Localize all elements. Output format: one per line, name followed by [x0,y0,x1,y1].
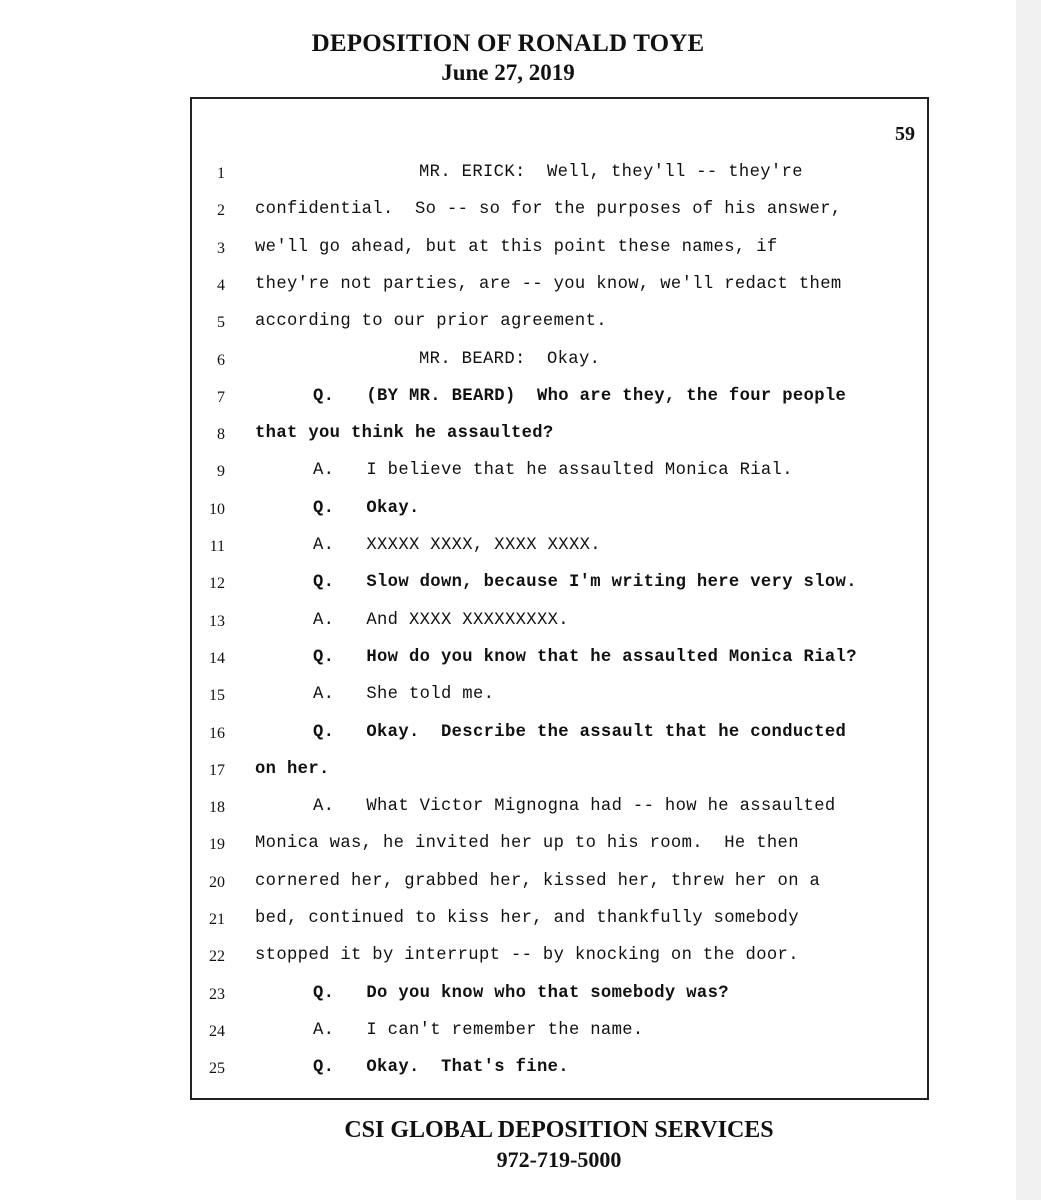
transcript-line [192,905,927,935]
line-text: A. She told me. [313,685,495,705]
transcript-line [192,793,927,823]
line-text: confidential. So -- so for the purposes of his answer, [255,200,842,220]
line-number: 14 [209,649,225,667]
transcript-line [192,1017,927,1047]
transcript-line [192,607,927,637]
line-text: MR. BEARD: Okay. [419,349,601,369]
line-text: stopped it by interrupt -- by knocking on the door. [255,946,799,966]
line-number: 12 [209,575,225,593]
line-number: 13 [209,612,225,630]
transcript-line [192,308,927,338]
line-text: Q. Okay. That's fine. [313,1058,569,1078]
line-text: that you think he assaulted? [255,424,554,444]
transcript-line [192,346,927,376]
footer-company: CSI GLOBAL DEPOSITION SERVICES [344,1117,774,1143]
line-number: 1 [217,165,225,182]
transcript-line [192,159,927,189]
line-number: 11 [209,538,225,555]
line-text: we'll go ahead, but at this point these names, if [255,237,778,257]
line-number: 19 [209,836,225,854]
transcript-line [192,532,927,562]
transcript-line [192,1054,927,1084]
deposition-title: DEPOSITION OF RONALD TOYE [311,30,705,57]
line-number: 9 [217,463,225,481]
line-text: Q. How do you know that he assaulted Monica Rial? [313,647,857,667]
line-number: 16 [209,724,225,742]
line-text: Q. (BY MR. BEARD) Who are they, the four people [313,386,847,406]
transcript-line [192,234,927,264]
transcript-line [192,420,927,450]
line-text: Q. Okay. [313,498,420,518]
line-number: 10 [209,500,225,518]
line-number: 4 [217,276,225,294]
line-text: A. XXXXX XXXX, XXXX XXXX. [313,536,601,555]
line-text: Monica was, he invited her up to his room. He then [255,834,799,854]
transcript-line [192,495,927,525]
line-text: A. I can't remember the name. [313,1020,644,1040]
line-text: Q. Do you know who that somebody was? [313,983,729,1003]
line-text: A. I believe that he assaulted Monica Rial. [313,461,793,481]
line-number: 7 [217,388,225,406]
transcript-line [192,457,927,487]
line-text: cornered her, grabbed her, kissed her, threw her on a [255,871,821,891]
transcript-line [192,569,927,599]
line-text: A. And XXXX XXXXXXXXX. [313,610,569,630]
transcript-line [192,383,927,413]
transcript-line [192,980,927,1010]
transcript-line [192,830,927,860]
transcript-line [192,271,927,301]
line-number: 25 [209,1060,225,1078]
line-number: 20 [209,873,225,891]
deposition-date: June 27, 2019 [441,60,575,85]
line-number: 15 [209,687,225,705]
transcript-line [192,644,927,674]
line-text: they're not parties, are -- you know, we'll redact them [255,274,842,294]
transcript-line [192,196,927,226]
line-number: 18 [209,799,225,817]
line-number: 6 [217,351,225,369]
line-number: 5 [217,314,225,332]
line-text: on her. [255,759,330,779]
transcript-line [192,942,927,972]
line-text: according to our prior agreement. [255,312,607,332]
transcript-line [192,719,927,749]
transcript-line [192,868,927,898]
line-number: 24 [209,1022,225,1040]
line-number: 17 [209,761,225,779]
line-number: 8 [217,426,225,444]
line-text: MR. ERICK: Well, they'll -- they're [419,163,803,182]
footer-phone: 972-719-5000 [496,1147,622,1172]
transcript-frame [190,97,929,1100]
page-number: 59 [895,123,915,145]
line-number: 2 [217,202,225,220]
line-number: 23 [209,985,225,1003]
line-number: 3 [217,239,225,257]
transcript-line [192,681,927,711]
line-text: Q. Slow down, because I'm writing here very slow. [313,573,857,593]
line-number: 22 [209,948,225,966]
line-number: 21 [209,911,225,928]
line-text: A. What Victor Mignogna had -- how he assaulted [313,797,836,817]
transcript-line [192,756,927,786]
line-text: Q. Okay. Describe the assault that he conducted [313,722,847,742]
line-text: bed, continued to kiss her, and thankfully somebody [255,909,799,928]
